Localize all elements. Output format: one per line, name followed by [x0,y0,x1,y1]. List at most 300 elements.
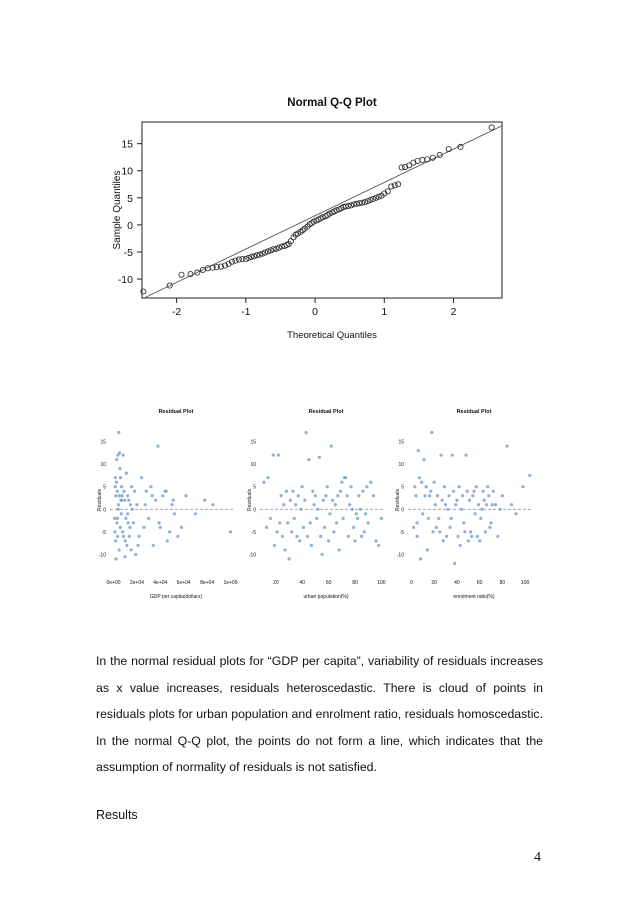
residual-point [320,553,323,556]
residual-point [380,517,383,520]
residual-point [154,499,157,502]
residual-point [431,530,434,533]
residual-point [448,526,451,529]
residual-point [417,449,420,452]
residual-point [416,521,419,524]
residual-point [374,539,377,542]
residual-point [439,453,442,456]
qq-point [396,182,401,187]
residual-point [306,535,309,538]
residual-point [121,494,124,497]
residual-point [194,512,197,515]
residual-point [364,512,367,515]
qq-point [425,157,430,162]
residual-point [290,530,293,533]
residual-point [285,490,288,493]
residual-point [116,517,119,520]
residual-point [365,485,368,488]
residual-point [128,535,131,538]
page-number: 4 [534,850,541,865]
residual-point [336,494,339,497]
residual-point [356,517,359,520]
residual-point [347,535,350,538]
residual-point [492,490,495,493]
residual-point [334,503,337,506]
residual-point [496,535,499,538]
residual-point [184,494,187,497]
qq-point [489,125,494,130]
residual-plot-title: Residual Plot [456,409,492,415]
residual-point [115,481,118,484]
residual-point [528,474,531,477]
residual-point [499,508,502,511]
residual-point [298,539,301,542]
residual-point [491,503,494,506]
residual-x-tick-label: 100 [377,580,386,586]
residual-point [115,521,118,524]
residual-point [505,444,508,447]
residual-y-tick-label: 0 [401,507,404,514]
residual-point [122,535,125,538]
residual-point [134,553,137,556]
residual-point [433,481,436,484]
residual-y-tick-label: 5 [401,484,404,491]
residual-point [488,526,491,529]
residual-point [477,503,480,506]
residual-point [280,494,283,497]
residual-point [315,517,318,520]
residual-plot-2 [247,409,386,600]
residual-point [149,485,152,488]
residual-point [124,539,127,542]
residual-point [510,503,513,506]
residual-point [481,490,484,493]
residual-point [133,490,136,493]
residual-point [456,535,459,538]
residual-point [353,539,356,542]
residual-point [303,499,306,502]
residual-point [159,526,162,529]
residual-point [446,508,449,511]
residual-point [344,476,347,479]
residual-point [277,453,280,456]
residual-point [131,508,134,511]
residual-x-tick-label: 100 [521,580,530,586]
residual-plot-1 [97,409,238,600]
residual-point [369,481,372,484]
residual-x-tick-label: 1e+05 [223,580,238,586]
residual-plot-x-label: GDP per capita(dollars) [149,594,203,600]
residual-point [118,467,121,470]
residual-point [176,535,179,538]
residual-point [114,476,117,479]
residual-point [121,530,124,533]
qq-x-tick-label: -1 [241,306,251,318]
residual-y-tick-label: 15 [100,439,106,446]
residual-point [447,494,450,497]
residual-point [289,499,292,502]
qq-y-tick-label: -5 [123,246,133,259]
residual-point [421,512,424,515]
residual-point [114,557,117,560]
residual-point [466,490,469,493]
residual-point [471,494,474,497]
residual-point [113,517,116,520]
residual-y-tick-label: -5 [101,529,106,536]
residual-point [426,548,429,551]
qq-plot-x-label: Theoretical Quantiles [287,330,377,341]
residual-point [480,508,483,511]
residual-point [119,476,122,479]
residual-point [453,562,456,565]
qq-point [233,258,238,263]
residual-point [412,526,415,529]
residual-point [435,526,438,529]
residual-point [180,526,183,529]
residual-point [114,539,117,542]
residual-point [125,472,128,475]
residual-point [166,539,169,542]
residual-point [203,499,206,502]
residual-point [120,485,123,488]
residual-point [156,444,159,447]
residual-point [479,517,482,520]
qq-point [179,272,184,277]
qq-point [392,183,397,188]
qq-x-tick-label: -2 [171,306,182,318]
residual-point [442,539,445,542]
residual-point [265,526,268,529]
residual-point [423,494,426,497]
residual-plot-title: Residual Plot [158,409,194,415]
residual-x-tick-label: 80 [352,580,358,586]
residual-point [124,517,127,520]
residual-point [286,521,289,524]
qq-y-tick-label: 5 [127,192,133,205]
residual-point [293,517,296,520]
residual-point [444,503,447,506]
residual-point [117,431,120,434]
residual-point [420,481,423,484]
residual-point [276,530,279,533]
residual-point [130,485,133,488]
residual-point [117,508,120,511]
residual-point [483,499,486,502]
residual-point [434,503,437,506]
residual-point [459,544,462,547]
residual-point [309,521,312,524]
residual-point [521,485,524,488]
residual-point [143,503,146,506]
residual-point [229,530,232,533]
residual-y-tick-label: -10 [248,552,256,559]
residual-point [485,503,488,506]
residual-point [487,494,490,497]
residual-point [291,490,294,493]
residual-y-tick-label: -5 [399,529,404,536]
residual-point [140,476,143,479]
residual-point [469,530,472,533]
residual-point [319,535,322,538]
residual-point [470,535,473,538]
residual-plot-title: Residual Plot [308,409,344,415]
residual-point [360,535,363,538]
residual-point [125,544,128,547]
residual-point [132,521,135,524]
residual-point [118,548,121,551]
residual-point [136,544,139,547]
residual-point [331,499,334,502]
qq-point [446,146,451,151]
residual-point [345,494,348,497]
residual-point [305,431,308,434]
residual-point [468,499,471,502]
residual-point [173,512,176,515]
residual-point [330,444,333,447]
residual-point [281,535,284,538]
residual-point [445,535,448,538]
residual-point [474,512,477,515]
residual-point [145,490,148,493]
residual-y-tick-label: -5 [251,529,256,536]
residual-plot-x-label: enrolment ratio(%) [453,594,495,600]
residual-point [450,517,453,520]
residual-y-tick-label: 15 [398,439,404,446]
residual-point [486,485,489,488]
residual-point [302,526,305,529]
qq-x-tick-label: 1 [381,306,388,318]
residual-point [429,490,432,493]
residual-point [418,476,421,479]
residual-point [367,521,370,524]
residual-x-tick-label: 80 [499,580,506,586]
residual-y-tick-label: -10 [98,552,106,559]
residual-point [147,517,150,520]
residual-point [460,508,463,511]
residual-y-tick-label: 0 [253,507,256,514]
residual-y-tick-label: 5 [103,484,106,491]
residual-point [165,490,168,493]
residual-point [119,526,122,529]
residual-point [272,453,275,456]
residual-point [436,494,439,497]
residual-point [452,490,455,493]
residual-y-tick-label: 15 [250,439,256,446]
residual-plots [90,400,550,605]
residual-point [114,485,117,488]
residual-point [116,535,119,538]
residual-point [299,508,302,511]
residual-point [318,456,321,459]
residual-point [120,499,123,502]
residual-point [451,453,454,456]
residual-point [467,539,470,542]
body-paragraph: In the normal residual plots for “GDP per capita”, variability of residuals increases as x value increases, residuals heteroscedastic. There is cloud of points in residuals plots for urban population and enrolment ratio, residuals homoscedastic. In the normal Q-Q plot, the points do not form a line, which indicates that the assumption of normality of residuals is not satisfied. [96,654,543,775]
residual-point [414,494,417,497]
residual-point [478,539,481,542]
residual-point [127,521,130,524]
residual-point [120,512,123,515]
residual-x-tick-label: 6e+04 [176,580,191,586]
residual-point [158,521,161,524]
residual-point [355,512,358,515]
residual-point [211,503,214,506]
residual-point [361,490,364,493]
qq-y-tick-label: 15 [121,138,133,151]
residual-point [322,499,325,502]
residual-point [458,485,461,488]
residual-point [338,548,341,551]
residual-point [118,494,121,497]
residual-point [273,544,276,547]
residual-point [476,535,479,538]
residual-point [307,458,310,461]
residual-point [359,508,362,511]
residual-x-tick-label: 20 [431,580,437,586]
residual-y-tick-label: 10 [398,462,404,469]
residual-point [475,485,478,488]
residual-point [472,490,475,493]
residual-point [116,490,119,493]
residual-point [363,530,366,533]
residual-point [328,512,331,515]
residual-point [438,530,441,533]
residual-x-tick-label: 2e+04 [129,580,144,586]
qq-x-tick-label: 2 [450,306,457,318]
residual-point [428,494,431,497]
residual-point [287,557,290,560]
residual-point [323,526,326,529]
qq-plot-frame [142,122,502,298]
residual-point [427,517,430,520]
residual-point [129,548,132,551]
residual-point [128,526,131,529]
qq-plot-y-label: Sample Quantiles [112,170,123,250]
residual-point [127,499,130,502]
residual-point [324,494,327,497]
residual-point [437,517,440,520]
residual-point [419,557,422,560]
residual-point [312,503,315,506]
qq-x-tick-label: 0 [312,306,318,318]
residual-point [117,503,120,506]
residual-point [126,494,129,497]
residual-point [161,494,164,497]
residual-point [314,494,317,497]
residual-point [489,521,492,524]
residual-point [123,499,126,502]
qq-y-tick-label: 0 [127,219,133,232]
qq-plot [95,88,515,348]
residual-point [349,485,352,488]
residual-plot-x-label: urban population(%) [303,594,349,600]
residual-point [135,503,138,506]
residual-point [377,544,380,547]
residual-point [282,503,285,506]
residual-point [357,494,360,497]
residual-point [332,530,335,533]
qq-plot-ticks [118,139,457,318]
residual-point [129,503,132,506]
residual-point [464,453,467,456]
residual-y-tick-label: 5 [253,484,256,491]
residual-x-tick-label: 4e+04 [153,580,168,586]
residual-point [342,517,345,520]
residual-point [294,503,297,506]
residual-point [269,517,272,520]
residual-point [142,526,145,529]
residual-point [122,490,125,493]
residual-plot-y-label: Residuals [395,489,401,511]
residual-x-tick-label: 8e+04 [200,580,215,586]
residual-plot-y-label: Residuals [247,489,253,511]
residual-y-tick-label: 0 [103,507,106,514]
residual-point [297,494,300,497]
residual-point [372,494,375,497]
residual-point [326,485,329,488]
residual-point [514,512,517,515]
qq-plot-points [141,125,502,298]
residual-point [295,535,298,538]
residual-point [310,544,313,547]
residual-x-tick-label: 60 [476,580,483,586]
qq-y-tick-label: -10 [117,274,133,287]
residual-point [151,494,154,497]
residual-x-tick-label: 20 [273,580,279,586]
residual-point [266,476,269,479]
residual-point [416,535,419,538]
residual-point [461,494,464,497]
residual-point [455,499,458,502]
residual-point [422,458,425,461]
residual-point [118,451,121,454]
residual-point [352,526,355,529]
residual-x-tick-label: 60 [325,580,332,586]
residual-y-tick-label: -10 [396,552,404,559]
residual-point [152,544,155,547]
residual-point [126,512,129,515]
residual-plot-3 [395,409,532,600]
residual-point [172,499,175,502]
residual-point [335,521,338,524]
residual-point [113,530,116,533]
residual-point [494,503,497,506]
qq-plot-title: Normal Q-Q Plot [287,97,377,109]
residual-point [430,431,433,434]
residual-point [454,503,457,506]
residual-point [301,485,304,488]
residual-point [115,458,118,461]
residual-point [501,494,504,497]
residual-point [413,485,416,488]
residual-point [462,521,465,524]
residual-point [351,508,354,511]
residual-point [339,490,342,493]
residual-point [443,485,446,488]
residual-y-tick-label: 10 [100,462,106,469]
qq-point [389,184,394,189]
residual-point [123,555,126,558]
residual-point [283,548,286,551]
results-heading: Results [96,808,138,822]
residual-x-tick-label: 0e+00 [106,580,121,586]
residual-point [262,481,265,484]
residual-point [484,530,487,533]
qq-point [420,157,425,162]
residual-point [170,503,173,506]
qq-y-tick-label: 10 [121,165,133,178]
residual-point [278,521,281,524]
